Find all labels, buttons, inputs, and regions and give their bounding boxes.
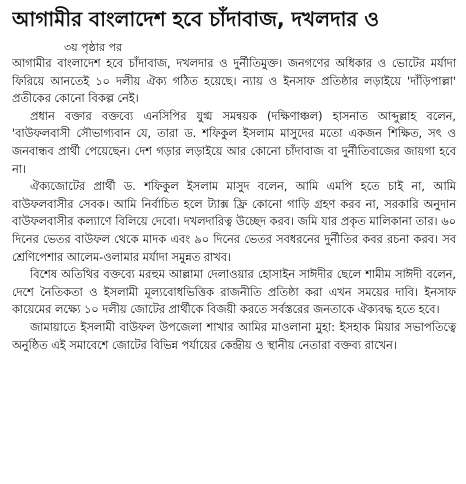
paragraph: বিশেষ অতিথির বক্তব্যে মরহুম আল্লামা দেলাওয়ার হোসাইন সাঈদীর ছেলে শামীম সাঈদী বলেন, দেশে নৈতিকতা ও ইসলামী মূল্যবোধভিত্তিক রাজনীতি প্রতিষ্ঠা করা এখন সময়ের দাবি। ইনসাফ কায়েমের লক্ষ্যে ১০ দলীয় জোটের প্রার্থীকে বিজয়ী করতে সর্বস্তরের জনতাকে ঐক্যবদ্ধ হতে হবে। (12, 268, 456, 317)
paragraph: আগামীর বাংলাদেশ হবে চাঁদাবাজ, দখলদার ও দুর্নীতিমুক্ত। জনগণের অধিকার ও ভোটের মর্যাদা ফিরিয়ে আনতেই ১০ দলীয় ঐক্য গঠিত হয়েছে। ন্যায় ও ইনসাফ প্রতিষ্ঠার লড়াইয়ে 'দাঁড়িপাল্লা' প্রতীকের কোনো বিকল্প নেই। (12, 57, 456, 106)
headline: আগামীর বাংলাদেশ হবে চাঁদাবাজ, দখলদার ও (12, 7, 380, 31)
paragraph: প্রধান বক্তার বক্তব্যে এনসিপির যুগ্ম সমন্বয়ক (দক্ষিণাঞ্চল) হাসনাত আব্দুল্লাহ বলেন, 'বাউফলবাসী সৌভাগ্যবান যে, তারা ড. শফিকুল ইসলাম মাসুদের মতো একজন শিক্ষিত, সৎ ও জনবান্ধব প্রার্থী পেয়েছেন। দেশ গড়ার লড়াইয়ে আর কোনো চাঁদাবাজ বা দুর্নীতিবাজের জায়গা হবে না। (12, 109, 456, 176)
continued-from-label: ৩য় পৃষ্ঠার পর (64, 41, 123, 54)
article-body (12, 55, 456, 354)
paragraph: জামায়াতে ইসলামী বাউফল উপজেলা শাখার আমির মাওলানা মুহা: ইসহাক মিয়ার সভাপতিত্বে অনুষ্ঠিত এই সমাবেশে জোটের বিভিন্ন পর্যায়ের কেন্দ্রীয় ও স্থানীয় নেতারা বক্তব্য রাখেন। (12, 320, 456, 352)
paragraph: ঐক্যজোটের প্রার্থী ড. শফিকুল ইসলাম মাসুদ বলেন, আমি এমপি হতে চাই না, আমি বাউফলবাসীর সেবক। আমি নির্বাচিত হলে ট্যাক্স ফ্রি কোনো গাড়ি গ্রহণ করব না, সরকারি অনুদান বাউফলবাসীর কল্যাণে বিলিয়ে দেবো। দখলদারিত্ব উচ্ছেদ করব। জমি যার প্রকৃত মালিকানা তার। ৬০ দিনের ভেতর বাউফল থেকে মাদক এবং ৯০ দিনের ভেতর সবধরনের দুর্নীতির কবর রচনা করব। সব শ্রেণিপেশার আলেম-ওলামার মর্যাদা সমুন্নত রাখব। (12, 180, 456, 264)
